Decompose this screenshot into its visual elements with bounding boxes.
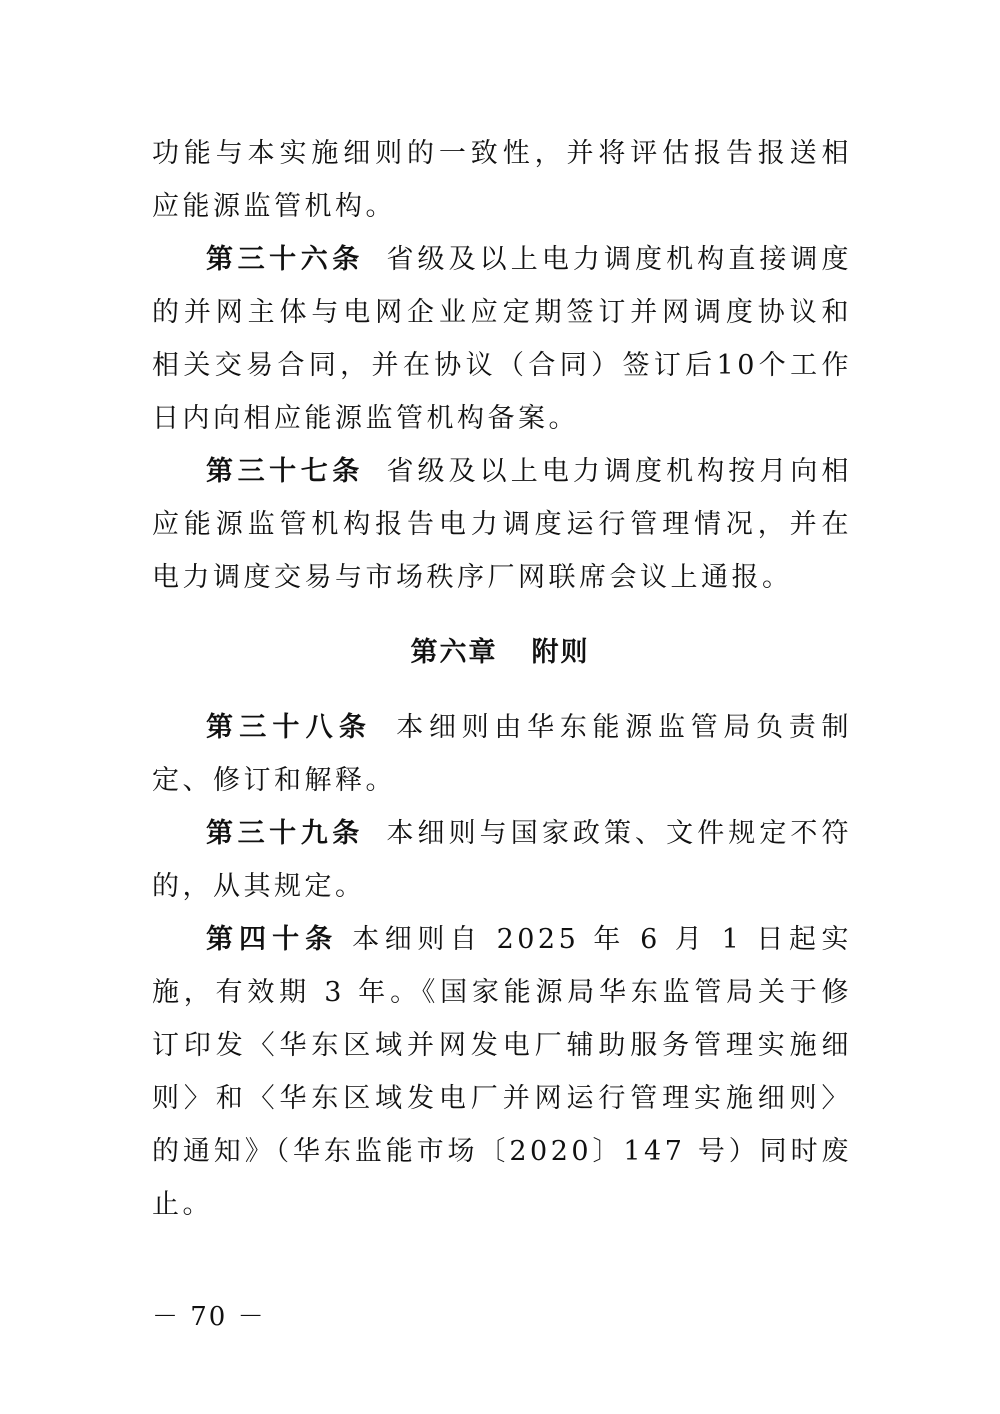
- article-40: [152, 913, 852, 1231]
- section-lower: [152, 701, 852, 1231]
- article-text: 本细则与国家政策、文件规定不符的，从其规定。: [152, 818, 852, 902]
- continuation-paragraph: [152, 127, 852, 233]
- article-label: 第三十九条: [206, 818, 364, 849]
- article-text: 本细则由华东能源监管局负责制定、修订和解释。: [152, 712, 853, 796]
- article-label: 第三十七条: [206, 456, 364, 487]
- section-upper: [152, 127, 852, 604]
- chapter-title: 附则: [531, 637, 590, 668]
- chapter-number: 第六章: [410, 637, 498, 668]
- article-text: 省级及以上电力调度机构按月向相应能源监管机构报告电力调度运行管理情况，并在电力调度交易与市场秩序厂网联席会议上通报。: [152, 456, 852, 593]
- article-text: 省级及以上电力调度机构直接调度的并网主体与电网企业应定期签订并网调度协议和相关交易合同，并在协议（合同）签订后10个工作日内向相应能源监管机构备案。: [152, 244, 852, 434]
- article-38: [152, 701, 852, 807]
- page-number: － 70 －: [152, 1302, 266, 1332]
- paragraph-text: 功能与本实施细则的一致性，并将评估报告报送相应能源监管机构。: [152, 138, 852, 222]
- article-label: 第三十八条: [206, 712, 373, 743]
- article-label: 第四十条: [206, 924, 339, 955]
- article-text: 本细则自 2025 年 6 月 1 日起实施，有效期 3 年。《国家能源局华东监管局关于修订印发〈华东区域并网发电厂辅助服务管理实施细则〉和〈华东区域发电厂并网运行管理实施细则〉的通知》（华东监能市场〔2020〕147 号）同时废止。: [152, 924, 852, 1220]
- article-39: [152, 807, 852, 913]
- chapter-heading: [0, 630, 1000, 669]
- article-label: 第三十六条: [206, 244, 364, 275]
- article-36: [152, 233, 852, 445]
- article-37: [152, 445, 852, 604]
